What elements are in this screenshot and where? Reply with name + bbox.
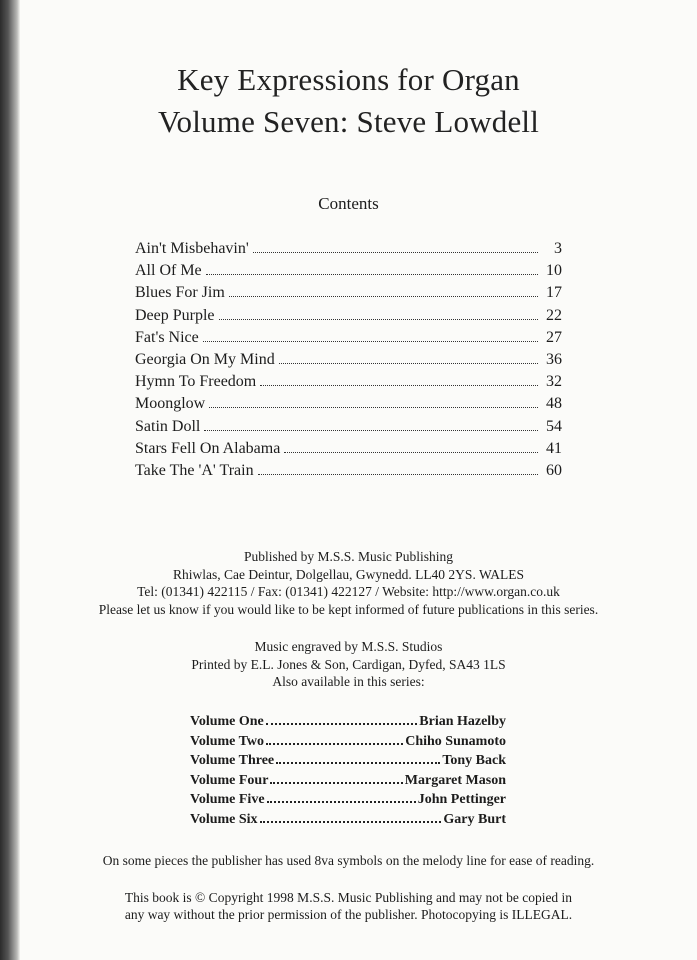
toc-entry <box>135 458 562 480</box>
toc-entry-page: 3 <box>554 240 562 257</box>
toc-entry <box>135 303 562 325</box>
toc-leader-dots <box>204 414 538 431</box>
book-spine-shadow <box>0 0 20 960</box>
toc-leader-dots <box>258 458 538 475</box>
toc-entry <box>135 436 562 458</box>
series-volume: Volume One <box>190 714 264 729</box>
toc-entry-title: Satin Doll <box>135 417 201 435</box>
toc-entry-title: Stars Fell On Alabama <box>135 439 281 457</box>
series-author: John Pettinger <box>417 792 506 807</box>
series-volume: Volume Five <box>190 792 265 807</box>
toc-entry <box>135 280 562 302</box>
series-entry <box>190 789 506 809</box>
toc-entry-title: Moonglow <box>135 395 206 413</box>
toc-entry-title: Deep Purple <box>135 306 215 324</box>
toc-entry <box>135 258 562 280</box>
toc-entry-title: Georgia On My Mind <box>135 350 275 368</box>
toc-leader-dots <box>260 369 538 386</box>
series-leader-dots <box>267 789 416 803</box>
series-leader-dots <box>266 711 417 725</box>
series-leader-dots <box>270 770 402 784</box>
series-volume: Volume Six <box>190 811 258 827</box>
printed-by-line: Printed by E.L. Jones & Son, Cardigan, Dyfed, SA43 1LS <box>191 656 506 672</box>
toc-entry-page: 17 <box>546 284 562 302</box>
toc-entry-page: 22 <box>546 306 562 324</box>
toc-entry <box>135 369 562 391</box>
octave-symbol-note: On some pieces the publisher has used 8va symbols on the melody line for ease of reading. <box>102 853 595 868</box>
also-available-line: Also available in this series: <box>272 674 425 689</box>
toc-entry-title: Hymn To Freedom <box>135 373 257 391</box>
copyright-line-2: any way without the prior permission of the publisher. Photocopying is ILLEGAL. <box>124 907 573 922</box>
toc-entry-title: Blues For Jim <box>135 284 225 302</box>
toc-leader-dots <box>219 303 538 320</box>
series-leader-dots <box>260 809 442 823</box>
series-list <box>190 711 506 828</box>
toc-leader-dots <box>279 347 538 364</box>
toc-entry-page: 27 <box>546 328 562 346</box>
series-entry <box>190 770 506 790</box>
series-volume: Volume Four <box>190 772 269 788</box>
series-volume: Volume Two <box>190 733 265 749</box>
toc-leader-dots <box>229 280 538 297</box>
series-author: Brian Hazelby <box>419 714 506 729</box>
mailing-list-notice: Please let us know if you would like to be kept informed of future publications in this series. <box>98 601 599 617</box>
contents-heading: Contents <box>318 194 379 213</box>
toc-entry-page: 48 <box>546 395 562 413</box>
publisher-block <box>0 548 697 618</box>
toc-entry-title: Ain't Misbehavin' <box>135 240 249 257</box>
series-entry <box>190 809 506 829</box>
copyright-notice <box>0 889 697 923</box>
toc-entry-page: 60 <box>546 461 562 479</box>
credits-block <box>0 638 697 691</box>
toc-entry-title: Take The 'A' Train <box>135 461 254 479</box>
series-entry <box>190 731 506 751</box>
toc-entry <box>135 325 562 347</box>
toc-entry-title: Fat's Nice <box>135 328 199 346</box>
toc-entry <box>135 347 562 369</box>
publisher-contact: Tel: (01341) 422115 / Fax: (01341) 422127 / Website: http://www.organ.co.uk <box>137 584 560 599</box>
series-volume: Volume Three <box>190 753 275 768</box>
toc-entry-page: 41 <box>546 439 562 457</box>
toc-entry <box>135 414 562 436</box>
engraved-by-line: Music engraved by M.S.S. Studios <box>254 639 443 654</box>
toc-entry-title: All Of Me <box>135 262 202 280</box>
toc-entry <box>135 236 562 258</box>
series-entry <box>190 711 506 731</box>
toc-entry-page: 36 <box>546 350 562 368</box>
toc-entry-page: 32 <box>546 373 562 391</box>
publisher-address: Rhiwlas, Cae Deintur, Dolgellau, Gwynedd. LL40 2YS. WALES <box>173 566 524 582</box>
copyright-line-1: This book is © Copyright 1998 M.S.S. Music Publishing and may not be copied in <box>124 890 573 905</box>
series-entry <box>190 750 506 770</box>
series-author: Tony Back <box>442 753 506 768</box>
toc-leader-dots <box>203 325 538 342</box>
series-leader-dots <box>276 750 440 764</box>
toc-entry-page: 54 <box>546 417 562 435</box>
toc-entry <box>135 391 562 413</box>
toc-leader-dots <box>209 391 538 408</box>
published-by-line: Published by M.S.S. Music Publishing <box>244 549 453 564</box>
series-author: Gary Burt <box>443 811 506 827</box>
toc-entry-page: 10 <box>546 262 562 280</box>
toc-leader-dots <box>206 258 538 275</box>
book-title-line-2: Volume Seven: Steve Lowdell <box>157 104 540 139</box>
series-author: Margaret Mason <box>404 772 506 788</box>
book-title-line-1: Key Expressions for Organ <box>177 62 520 97</box>
series-leader-dots <box>266 731 403 745</box>
series-author: Chiho Sunamoto <box>405 733 506 749</box>
toc-leader-dots <box>253 236 538 253</box>
table-of-contents <box>135 236 562 480</box>
toc-leader-dots <box>284 436 538 453</box>
